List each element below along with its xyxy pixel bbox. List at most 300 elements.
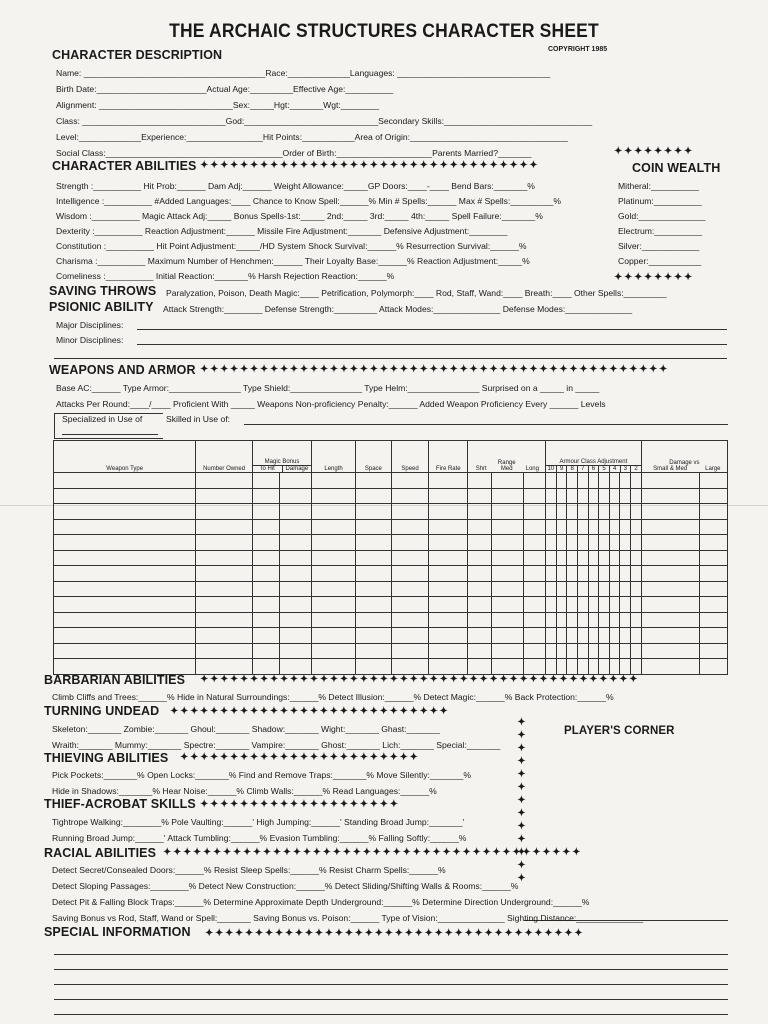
table-cell[interactable] bbox=[546, 519, 557, 535]
table-cell[interactable] bbox=[312, 659, 356, 675]
table-cell[interactable] bbox=[280, 488, 312, 504]
turning-undead-row-1[interactable]: Skeleton:_______ Zombie:_______ Ghoul:_______ Shadow:_______ Wight:_______ Ghast:_______ bbox=[52, 724, 440, 734]
table-cell[interactable] bbox=[312, 519, 356, 535]
table-cell[interactable] bbox=[523, 488, 545, 504]
coin-gold[interactable]: Gold:______________ bbox=[618, 211, 706, 221]
table-cell[interactable] bbox=[546, 612, 557, 628]
coin-platinum[interactable]: Platinum:__________ bbox=[618, 196, 702, 206]
table-cell[interactable] bbox=[312, 597, 356, 613]
table-cell[interactable] bbox=[429, 643, 468, 659]
table-cell[interactable] bbox=[54, 643, 196, 659]
table-cell[interactable] bbox=[429, 581, 468, 597]
table-cell[interactable] bbox=[523, 535, 545, 551]
coin-mitheral[interactable]: Mitheral:__________ bbox=[618, 181, 699, 191]
table-cell[interactable] bbox=[355, 473, 391, 489]
table-cell[interactable] bbox=[468, 504, 491, 520]
racial-row-4[interactable]: Saving Bonus vs Rod, Staff, Wand or Spell:_______ Saving Bonus vs. Poison:______ Type of Vision:______________ Sighting Distance:______________ bbox=[52, 913, 644, 923]
table-cell[interactable] bbox=[599, 488, 610, 504]
table-cell[interactable] bbox=[280, 473, 312, 489]
table-cell[interactable] bbox=[54, 659, 196, 675]
table-cell[interactable] bbox=[567, 612, 578, 628]
table-cell[interactable] bbox=[641, 597, 699, 613]
coin-copper[interactable]: Copper:___________ bbox=[618, 256, 702, 266]
table-cell[interactable] bbox=[588, 504, 599, 520]
ability-comeliness[interactable]: Comeliness :__________ Initial Reaction:_______% Harsh Rejection Reaction:______% bbox=[56, 271, 395, 281]
table-cell[interactable] bbox=[609, 659, 620, 675]
table-cell[interactable] bbox=[567, 628, 578, 644]
table-cell[interactable] bbox=[252, 581, 280, 597]
major-disciplines-field[interactable] bbox=[137, 329, 727, 330]
thieving-row-2[interactable]: Hide in Shadows:_______% Hear Noise:______% Climb Walls:______% Read Languages:______% bbox=[52, 786, 437, 796]
table-cell[interactable] bbox=[700, 473, 728, 489]
table-cell[interactable] bbox=[588, 612, 599, 628]
table-cell[interactable] bbox=[577, 519, 588, 535]
table-cell[interactable] bbox=[523, 597, 545, 613]
ability-strength[interactable]: Strength :__________ Hit Prob:______ Dam Adj:______ Weight Allowance:_____GP Doors:____-____ Bend Bars:_______% bbox=[56, 181, 535, 191]
table-cell[interactable] bbox=[599, 597, 610, 613]
table-cell[interactable] bbox=[391, 643, 428, 659]
table-cell[interactable] bbox=[620, 612, 631, 628]
table-cell[interactable] bbox=[620, 473, 631, 489]
table-cell[interactable] bbox=[577, 659, 588, 675]
table-cell[interactable] bbox=[252, 566, 280, 582]
table-cell[interactable] bbox=[577, 628, 588, 644]
table-cell[interactable] bbox=[468, 519, 491, 535]
table-cell[interactable] bbox=[312, 550, 356, 566]
table-cell[interactable] bbox=[556, 659, 567, 675]
table-cell[interactable] bbox=[252, 659, 280, 675]
table-cell[interactable] bbox=[609, 612, 620, 628]
special-info-line-1[interactable] bbox=[54, 954, 728, 955]
table-cell[interactable] bbox=[567, 566, 578, 582]
table-cell[interactable] bbox=[556, 488, 567, 504]
table-cell[interactable] bbox=[491, 643, 523, 659]
table-cell[interactable] bbox=[631, 643, 642, 659]
table-cell[interactable] bbox=[252, 643, 280, 659]
table-cell[interactable] bbox=[468, 659, 491, 675]
table-cell[interactable] bbox=[196, 659, 252, 675]
table-cell[interactable] bbox=[631, 566, 642, 582]
table-cell[interactable] bbox=[355, 597, 391, 613]
table-cell[interactable] bbox=[609, 535, 620, 551]
table-cell[interactable] bbox=[556, 504, 567, 520]
table-cell[interactable] bbox=[567, 473, 578, 489]
table-cell[interactable] bbox=[355, 581, 391, 597]
table-cell[interactable] bbox=[609, 643, 620, 659]
table-cell[interactable] bbox=[620, 535, 631, 551]
table-cell[interactable] bbox=[312, 504, 356, 520]
table-cell[interactable] bbox=[523, 504, 545, 520]
table-cell[interactable] bbox=[391, 535, 428, 551]
specialized-field[interactable] bbox=[62, 434, 158, 435]
table-cell[interactable] bbox=[280, 519, 312, 535]
table-cell[interactable] bbox=[588, 597, 599, 613]
table-cell[interactable] bbox=[577, 581, 588, 597]
table-cell[interactable] bbox=[491, 519, 523, 535]
table-cell[interactable] bbox=[280, 550, 312, 566]
table-cell[interactable] bbox=[196, 581, 252, 597]
table-cell[interactable] bbox=[429, 612, 468, 628]
table-cell[interactable] bbox=[641, 643, 699, 659]
desc-row-social[interactable]: Social Class:_____________________________________Order of Birth:____________________Parents Married?_______ bbox=[56, 148, 532, 158]
table-cell[interactable] bbox=[631, 612, 642, 628]
thief-acrobat-row-1[interactable]: Tightrope Walking:________% Pole Vaulting:______' High Jumping:______' Standing Broad Jump:_______' bbox=[52, 817, 465, 827]
table-cell[interactable] bbox=[312, 473, 356, 489]
table-cell[interactable] bbox=[631, 488, 642, 504]
table-cell[interactable] bbox=[523, 473, 545, 489]
table-cell[interactable] bbox=[631, 535, 642, 551]
table-cell[interactable] bbox=[641, 550, 699, 566]
desc-row-alignment[interactable]: Alignment: ____________________________Sex:_____Hgt:_______Wgt:________ bbox=[56, 100, 380, 110]
table-cell[interactable] bbox=[196, 535, 252, 551]
table-cell[interactable] bbox=[429, 566, 468, 582]
table-cell[interactable] bbox=[196, 597, 252, 613]
table-cell[interactable] bbox=[429, 504, 468, 520]
table-cell[interactable] bbox=[546, 535, 557, 551]
table-cell[interactable] bbox=[391, 504, 428, 520]
table-cell[interactable] bbox=[588, 566, 599, 582]
table-cell[interactable] bbox=[577, 473, 588, 489]
table-cell[interactable] bbox=[556, 473, 567, 489]
table-cell[interactable] bbox=[429, 519, 468, 535]
table-cell[interactable] bbox=[252, 612, 280, 628]
table-cell[interactable] bbox=[588, 535, 599, 551]
table-cell[interactable] bbox=[546, 488, 557, 504]
table-cell[interactable] bbox=[280, 597, 312, 613]
table-cell[interactable] bbox=[620, 628, 631, 644]
table-cell[interactable] bbox=[196, 519, 252, 535]
desc-row-name[interactable]: Name: ______________________________________Race:_____________Languages: ________________________________ bbox=[56, 68, 551, 78]
table-cell[interactable] bbox=[355, 643, 391, 659]
table-cell[interactable] bbox=[523, 612, 545, 628]
table-cell[interactable] bbox=[599, 659, 610, 675]
table-cell[interactable] bbox=[556, 612, 567, 628]
table-cell[interactable] bbox=[588, 581, 599, 597]
table-cell[interactable] bbox=[196, 566, 252, 582]
special-info-line-3[interactable] bbox=[54, 984, 728, 985]
barbarian-row[interactable]: Climb Cliffs and Trees:______% Hide in Natural Surroundings:______% Detect Illusion:______% Detect Magic:______% Back Protection:______% bbox=[52, 692, 614, 702]
table-cell[interactable] bbox=[599, 612, 610, 628]
table-cell[interactable] bbox=[641, 488, 699, 504]
skilled-field[interactable] bbox=[244, 424, 728, 425]
table-cell[interactable] bbox=[609, 504, 620, 520]
table-cell[interactable] bbox=[588, 643, 599, 659]
thieving-row-1[interactable]: Pick Pockets:_______% Open Locks:_______% Find and Remove Traps:_______% Move Silently:_______% bbox=[52, 770, 471, 780]
table-cell[interactable] bbox=[556, 597, 567, 613]
table-cell[interactable] bbox=[54, 566, 196, 582]
saving-throws-row[interactable]: Paralyzation, Poison, Death Magic:____ Petrification, Polymorph:____ Rod, Staff, Wand:____ Breath:____ Other Spells:_________ bbox=[166, 288, 667, 298]
table-cell[interactable] bbox=[54, 597, 196, 613]
table-cell[interactable] bbox=[620, 566, 631, 582]
table-cell[interactable] bbox=[588, 519, 599, 535]
table-cell[interactable] bbox=[631, 473, 642, 489]
special-info-line-4[interactable] bbox=[54, 999, 728, 1000]
table-cell[interactable] bbox=[556, 519, 567, 535]
table-cell[interactable] bbox=[620, 597, 631, 613]
weapons-row-attacks[interactable]: Attacks Per Round:____/____ Proficient With _____ Weapons Non-proficiency Penalty:______ Added Weapon Proficiency Every ______ Levels bbox=[56, 399, 606, 409]
table-cell[interactable] bbox=[196, 504, 252, 520]
table-cell[interactable] bbox=[391, 519, 428, 535]
table-cell[interactable] bbox=[391, 612, 428, 628]
table-cell[interactable] bbox=[567, 535, 578, 551]
table-cell[interactable] bbox=[391, 597, 428, 613]
table-cell[interactable] bbox=[468, 581, 491, 597]
table-cell[interactable] bbox=[567, 659, 578, 675]
table-cell[interactable] bbox=[641, 504, 699, 520]
table-cell[interactable] bbox=[567, 581, 578, 597]
table-cell[interactable] bbox=[609, 628, 620, 644]
table-cell[interactable] bbox=[468, 597, 491, 613]
table-cell[interactable] bbox=[429, 473, 468, 489]
weapons-row-ac[interactable]: Base AC:______ Type Armor:_______________ Type Shield:_______________ Type Helm:_______________ Surprised on a _____ in _____ bbox=[56, 383, 600, 393]
ability-intelligence[interactable]: Intelligence :__________ #Added Languages:____ Chance to Know Spell:______% Min # Spells:______ Max # Spells:_________% bbox=[56, 196, 562, 206]
table-cell[interactable] bbox=[355, 612, 391, 628]
thief-acrobat-row-2[interactable]: Running Broad Jump:______' Attack Tumbling:______% Evasion Tumbling:______% Falling Softly:______% bbox=[52, 833, 467, 843]
turning-undead-row-2[interactable]: Wraith:_______ Mummy:_______ Spectre:_______ Vampire:_______ Ghost:_______ Lich:_______ Special:_______ bbox=[52, 740, 501, 750]
table-cell[interactable] bbox=[355, 628, 391, 644]
table-cell[interactable] bbox=[609, 597, 620, 613]
table-cell[interactable] bbox=[252, 597, 280, 613]
table-cell[interactable] bbox=[599, 566, 610, 582]
table-cell[interactable] bbox=[491, 535, 523, 551]
table-cell[interactable] bbox=[391, 566, 428, 582]
table-cell[interactable] bbox=[54, 473, 196, 489]
table-cell[interactable] bbox=[491, 597, 523, 613]
table-cell[interactable] bbox=[523, 519, 545, 535]
table-cell[interactable] bbox=[546, 581, 557, 597]
table-cell[interactable] bbox=[567, 550, 578, 566]
table-cell[interactable] bbox=[468, 628, 491, 644]
table-cell[interactable] bbox=[556, 628, 567, 644]
psionic-row[interactable]: Attack Strength:________ Defense Strength:_________ Attack Modes:______________ Defense Modes:______________ bbox=[163, 304, 633, 314]
racial-row-3[interactable]: Detect Pit & Falling Block Traps:______% Determine Approximate Depth Underground:______% Determine Direction Underground:______% bbox=[52, 897, 590, 907]
table-cell[interactable] bbox=[355, 504, 391, 520]
table-cell[interactable] bbox=[641, 612, 699, 628]
table-cell[interactable] bbox=[491, 612, 523, 628]
table-cell[interactable] bbox=[196, 488, 252, 504]
table-cell[interactable] bbox=[54, 519, 196, 535]
table-cell[interactable] bbox=[599, 581, 610, 597]
table-cell[interactable] bbox=[567, 504, 578, 520]
table-cell[interactable] bbox=[54, 581, 196, 597]
table-cell[interactable] bbox=[631, 504, 642, 520]
table-cell[interactable] bbox=[641, 659, 699, 675]
table-cell[interactable] bbox=[391, 628, 428, 644]
table-cell[interactable] bbox=[54, 612, 196, 628]
table-cell[interactable] bbox=[609, 473, 620, 489]
table-cell[interactable] bbox=[429, 628, 468, 644]
table-cell[interactable] bbox=[355, 519, 391, 535]
table-cell[interactable] bbox=[429, 550, 468, 566]
table-cell[interactable] bbox=[280, 628, 312, 644]
table-cell[interactable] bbox=[312, 628, 356, 644]
table-cell[interactable] bbox=[280, 643, 312, 659]
table-cell[interactable] bbox=[252, 628, 280, 644]
table-cell[interactable] bbox=[523, 643, 545, 659]
table-cell[interactable] bbox=[491, 473, 523, 489]
table-cell[interactable] bbox=[620, 643, 631, 659]
racial-row-1[interactable]: Detect Secret/Consealed Doors:______% Resist Sleep Spells:______% Resist Charm Spells:______% bbox=[52, 865, 446, 875]
table-cell[interactable] bbox=[196, 643, 252, 659]
table-cell[interactable] bbox=[468, 643, 491, 659]
table-cell[interactable] bbox=[546, 550, 557, 566]
table-cell[interactable] bbox=[620, 581, 631, 597]
table-cell[interactable] bbox=[609, 550, 620, 566]
special-info-line-5[interactable] bbox=[54, 1014, 728, 1015]
table-cell[interactable] bbox=[700, 612, 728, 628]
table-cell[interactable] bbox=[588, 628, 599, 644]
table-cell[interactable] bbox=[391, 488, 428, 504]
table-cell[interactable] bbox=[312, 643, 356, 659]
table-cell[interactable] bbox=[523, 550, 545, 566]
table-cell[interactable] bbox=[700, 504, 728, 520]
table-cell[interactable] bbox=[252, 519, 280, 535]
special-info-line-2[interactable] bbox=[54, 969, 728, 970]
table-cell[interactable] bbox=[54, 488, 196, 504]
table-cell[interactable] bbox=[599, 535, 610, 551]
table-cell[interactable] bbox=[280, 566, 312, 582]
table-cell[interactable] bbox=[429, 659, 468, 675]
table-cell[interactable] bbox=[700, 519, 728, 535]
table-cell[interactable] bbox=[468, 473, 491, 489]
table-cell[interactable] bbox=[641, 473, 699, 489]
table-cell[interactable] bbox=[577, 504, 588, 520]
table-cell[interactable] bbox=[280, 612, 312, 628]
table-cell[interactable] bbox=[468, 488, 491, 504]
minor-disciplines-field[interactable] bbox=[137, 344, 727, 345]
table-cell[interactable] bbox=[700, 628, 728, 644]
table-cell[interactable] bbox=[280, 535, 312, 551]
table-cell[interactable] bbox=[620, 550, 631, 566]
table-cell[interactable] bbox=[491, 581, 523, 597]
table-cell[interactable] bbox=[523, 628, 545, 644]
table-cell[interactable] bbox=[252, 488, 280, 504]
table-cell[interactable] bbox=[599, 519, 610, 535]
table-cell[interactable] bbox=[312, 488, 356, 504]
table-cell[interactable] bbox=[567, 597, 578, 613]
psionic-extra-field[interactable] bbox=[54, 358, 727, 359]
coin-electrum[interactable]: Electrum:__________ bbox=[618, 226, 703, 236]
table-cell[interactable] bbox=[491, 628, 523, 644]
table-cell[interactable] bbox=[252, 473, 280, 489]
table-cell[interactable] bbox=[196, 612, 252, 628]
table-cell[interactable] bbox=[523, 581, 545, 597]
table-cell[interactable] bbox=[429, 535, 468, 551]
table-cell[interactable] bbox=[556, 643, 567, 659]
table-cell[interactable] bbox=[523, 659, 545, 675]
table-cell[interactable] bbox=[599, 473, 610, 489]
table-cell[interactable] bbox=[468, 612, 491, 628]
table-cell[interactable] bbox=[252, 504, 280, 520]
table-cell[interactable] bbox=[491, 550, 523, 566]
table-cell[interactable] bbox=[599, 628, 610, 644]
table-cell[interactable] bbox=[631, 659, 642, 675]
table-cell[interactable] bbox=[588, 550, 599, 566]
ability-dexterity[interactable]: Dexterity :__________ Reaction Adjustment:______ Missile Fire Adjustment:_______ Defensive Adjustment:________ bbox=[56, 226, 508, 236]
table-cell[interactable] bbox=[491, 566, 523, 582]
table-cell[interactable] bbox=[588, 659, 599, 675]
table-cell[interactable] bbox=[252, 535, 280, 551]
table-cell[interactable] bbox=[429, 488, 468, 504]
table-cell[interactable] bbox=[700, 597, 728, 613]
ability-constitution[interactable]: Constitution :__________ Hit Point Adjustment:_____/HD System Shock Survival:______% Resurrection Survival:______% bbox=[56, 241, 527, 251]
table-cell[interactable] bbox=[700, 566, 728, 582]
table-cell[interactable] bbox=[546, 659, 557, 675]
table-cell[interactable] bbox=[577, 643, 588, 659]
coin-silver[interactable]: Silver:____________ bbox=[618, 241, 700, 251]
table-cell[interactable] bbox=[429, 597, 468, 613]
table-cell[interactable] bbox=[280, 659, 312, 675]
table-cell[interactable] bbox=[546, 597, 557, 613]
table-cell[interactable] bbox=[468, 566, 491, 582]
table-cell[interactable] bbox=[556, 581, 567, 597]
table-cell[interactable] bbox=[620, 519, 631, 535]
table-cell[interactable] bbox=[355, 550, 391, 566]
table-cell[interactable] bbox=[631, 519, 642, 535]
table-cell[interactable] bbox=[280, 581, 312, 597]
table-cell[interactable] bbox=[577, 535, 588, 551]
table-cell[interactable] bbox=[599, 550, 610, 566]
desc-row-class[interactable]: Class: ______________________________God:____________________________Secondary Skills:_______________________________ bbox=[56, 116, 593, 126]
table-cell[interactable] bbox=[577, 566, 588, 582]
table-cell[interactable] bbox=[641, 566, 699, 582]
table-cell[interactable] bbox=[252, 550, 280, 566]
table-cell[interactable] bbox=[609, 566, 620, 582]
desc-row-birth[interactable]: Birth Date:_______________________Actual Age:_________Effective Age:__________ bbox=[56, 84, 394, 94]
table-cell[interactable] bbox=[641, 581, 699, 597]
table-cell[interactable] bbox=[577, 597, 588, 613]
table-cell[interactable] bbox=[556, 535, 567, 551]
table-cell[interactable] bbox=[641, 628, 699, 644]
desc-row-level[interactable]: Level:_____________Experience:________________Hit Points:___________Area of Origin:_________________________________ bbox=[56, 132, 568, 142]
table-cell[interactable] bbox=[546, 628, 557, 644]
table-cell[interactable] bbox=[609, 519, 620, 535]
table-cell[interactable] bbox=[523, 566, 545, 582]
table-cell[interactable] bbox=[700, 550, 728, 566]
table-cell[interactable] bbox=[577, 550, 588, 566]
table-cell[interactable] bbox=[609, 488, 620, 504]
table-cell[interactable] bbox=[491, 488, 523, 504]
table-cell[interactable] bbox=[700, 488, 728, 504]
table-cell[interactable] bbox=[312, 535, 356, 551]
table-cell[interactable] bbox=[196, 550, 252, 566]
table-cell[interactable] bbox=[391, 550, 428, 566]
table-cell[interactable] bbox=[355, 566, 391, 582]
table-cell[interactable] bbox=[491, 659, 523, 675]
table-cell[interactable] bbox=[588, 488, 599, 504]
table-cell[interactable] bbox=[546, 643, 557, 659]
table-cell[interactable] bbox=[54, 504, 196, 520]
table-cell[interactable] bbox=[620, 488, 631, 504]
table-cell[interactable] bbox=[546, 566, 557, 582]
table-cell[interactable] bbox=[567, 488, 578, 504]
table-cell[interactable] bbox=[54, 535, 196, 551]
table-cell[interactable] bbox=[631, 550, 642, 566]
table-cell[interactable] bbox=[468, 550, 491, 566]
table-cell[interactable] bbox=[54, 550, 196, 566]
table-cell[interactable] bbox=[599, 643, 610, 659]
table-cell[interactable] bbox=[280, 504, 312, 520]
table-cell[interactable] bbox=[620, 659, 631, 675]
table-cell[interactable] bbox=[556, 566, 567, 582]
table-cell[interactable] bbox=[631, 628, 642, 644]
table-cell[interactable] bbox=[355, 488, 391, 504]
table-cell[interactable] bbox=[577, 488, 588, 504]
table-cell[interactable] bbox=[546, 473, 557, 489]
table-cell[interactable] bbox=[355, 659, 391, 675]
table-cell[interactable] bbox=[700, 659, 728, 675]
table-cell[interactable] bbox=[609, 581, 620, 597]
